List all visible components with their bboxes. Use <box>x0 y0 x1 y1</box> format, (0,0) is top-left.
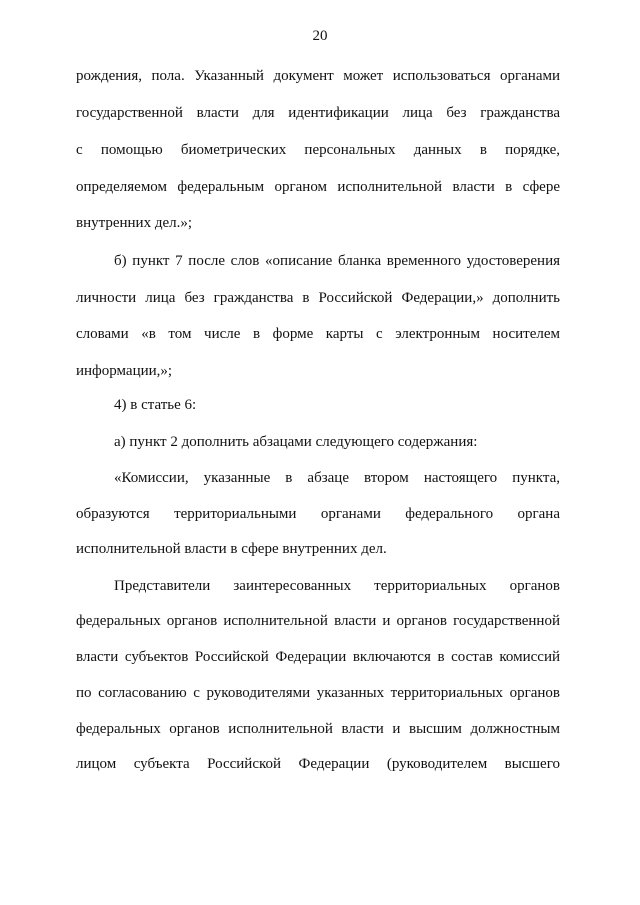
text-line: словами «в том числе в форме карты с электронным носителем <box>76 326 560 342</box>
text-line: исполнительной власти в сфере внутренних дел. <box>76 541 387 557</box>
text-line: информации,»; <box>76 363 173 379</box>
text-line: рождения, пола. Указанный документ может использоваться органами <box>76 68 560 84</box>
text-line: образуются территориальными органами федерального органа <box>76 506 560 522</box>
text-line: федеральных органов исполнительной власти и высшим должностным <box>76 721 560 737</box>
text-line: личности лица без гражданства в Российской Федерации,» дополнить <box>76 290 560 306</box>
text-line: с помощью биометрических персональных данных в порядке, <box>76 142 560 158</box>
text-line: внутренних дел.»; <box>76 215 193 231</box>
text-line: Представители заинтересованных территориальных органов <box>114 578 560 594</box>
text-line: а) пункт 2 дополнить абзацами следующего содержания: <box>114 434 478 450</box>
text-line: б) пункт 7 после слов «описание бланка временного удостоверения <box>114 253 560 269</box>
text-line: определяемом федеральным органом исполнительной власти в сфере <box>76 179 560 195</box>
page-number: 20 <box>312 28 328 44</box>
text-line: лицом субъекта Российской Федерации (руководителем высшего <box>76 756 560 772</box>
text-line: государственной власти для идентификации лица без гражданства <box>76 105 560 121</box>
text-line: по согласованию с руководителями указанных территориальных органов <box>76 685 560 701</box>
text-line: власти субъектов Российской Федерации включаются в состав комиссий <box>76 649 560 665</box>
text-line: федеральных органов исполнительной власти и органов государственной <box>76 613 560 629</box>
text-line: «Комиссии, указанные в абзаце втором настоящего пункта, <box>114 470 560 486</box>
text-line: 4) в статье 6: <box>114 397 197 413</box>
